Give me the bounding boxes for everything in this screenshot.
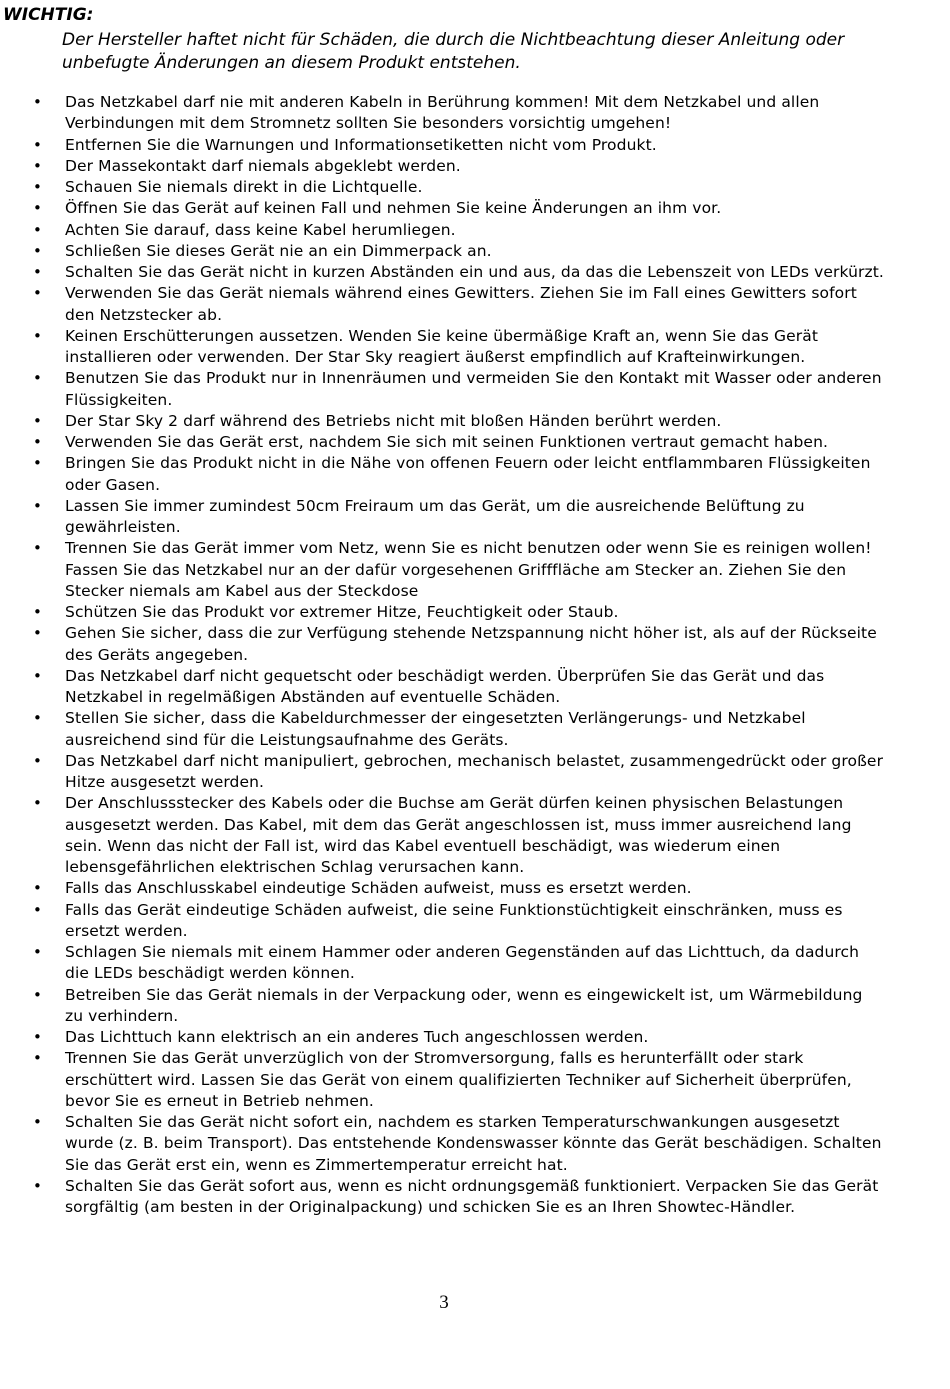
bullet-icon: • — [33, 624, 42, 643]
list-item — [0, 708, 885, 751]
bullet-icon: • — [33, 1113, 42, 1131]
list-item-text: Das Netzkabel darf nicht gequetscht oder beschädigt werden. Überprüfen Sie das Gerät und das Netzkabel in regelmäßigen Abständen auf eventuelle Schäden. — [65, 666, 825, 706]
bullet-icon: • — [33, 433, 42, 451]
bullet-icon: • — [33, 985, 42, 1004]
bullet-icon: • — [33, 943, 42, 961]
list-item-text: Schauen Sie niemals direkt in die Lichtquelle. — [65, 178, 423, 196]
bullet-icon: • — [33, 900, 42, 919]
list-item — [0, 220, 885, 241]
bullet-icon: • — [33, 369, 42, 388]
list-item — [0, 283, 885, 326]
list-item — [0, 623, 885, 666]
list-item — [0, 326, 885, 369]
bullet-icon: • — [33, 539, 42, 558]
bullet-icon: • — [33, 178, 42, 196]
bullet-icon: • — [33, 879, 42, 898]
list-item — [0, 942, 885, 985]
list-item — [0, 262, 885, 283]
list-item — [0, 177, 885, 198]
bullet-icon: • — [33, 93, 42, 111]
list-item-text: Stellen Sie sicher, dass die Kabeldurchmesser der eingesetzten Verlängerungs- und Netzkabel ausreichend sind für die Leistungsaufnahme des Geräts. — [65, 709, 806, 749]
bullet-icon: • — [33, 1176, 42, 1195]
bullet-icon: • — [33, 241, 42, 260]
bullet-icon: • — [33, 220, 42, 239]
list-item-text: Benutzen Sie das Produkt nur in Innenräumen und vermeiden Sie den Kontakt mit Wasser oder anderen Flüssigkeiten. — [65, 369, 882, 409]
list-item-text: Der Anschlussstecker des Kabels oder die Buchse am Gerät dürfen keinen physischen Belastungen ausgesetzt werden. Das Kabel, mit dem das Gerät angeschlossen ist, muss immer ausreichend lang sein. Wenn das nicht der Fall ist, wird das Kabel eventuell beschädigt, was wiederum einen lebensgefährlichen elektrischen Schlag verursachen kann. — [65, 794, 852, 876]
list-item-text: Schützen Sie das Produkt vor extremer Hitze, Feuchtigkeit oder Staub. — [65, 603, 619, 621]
safety-instructions-list — [0, 92, 950, 1218]
list-item — [0, 411, 885, 432]
bullet-icon: • — [33, 199, 42, 218]
bullet-icon: • — [33, 751, 42, 770]
bullet-icon: • — [33, 156, 42, 175]
list-item — [0, 602, 885, 623]
liability-notice: Der Hersteller haftet nicht für Schäden, die durch die Nichtbeachtung dieser Anleitung oder unbefugte Änderungen an diesem Produkt entstehen. — [62, 30, 845, 73]
list-item-text: Achten Sie darauf, dass keine Kabel herumliegen. — [65, 220, 456, 239]
bullet-icon: • — [33, 263, 42, 281]
list-item — [0, 1027, 885, 1048]
list-item-text: Betreiben Sie das Gerät niemals in der Verpackung oder, wenn es eingewickelt ist, um Wärmebildung zu verhindern. — [65, 985, 863, 1025]
bullet-icon: • — [33, 135, 42, 154]
bullet-icon: • — [33, 666, 42, 685]
list-item — [0, 985, 885, 1028]
bullet-icon: • — [33, 1049, 42, 1068]
list-item — [0, 751, 885, 794]
list-item — [0, 1176, 885, 1219]
list-item-text: Das Netzkabel darf nie mit anderen Kabeln in Berührung kommen! Mit dem Netzkabel und allen Verbindungen mit dem Stromnetz sollten Sie besonders vorsichtig umgehen! — [65, 93, 820, 133]
bullet-icon: • — [33, 326, 42, 345]
bullet-icon: • — [33, 603, 42, 621]
list-item — [0, 1112, 885, 1176]
list-item-text: Trennen Sie das Gerät unverzüglich von der Stromversorgung, falls es herunterfällt oder stark erschüttert wird. Lassen Sie das Gerät von einem qualifizierten Techniker auf Sicherheit überprüfen, bevor Sie es erneut in Betrieb nehmen. — [65, 1049, 852, 1110]
list-item — [0, 453, 885, 496]
list-item — [0, 432, 885, 453]
list-item-text: Verwenden Sie das Gerät erst, nachdem Sie sich mit seinen Funktionen vertraut gemacht haben. — [65, 433, 829, 451]
list-item-text: Schalten Sie das Gerät nicht in kurzen Abständen ein und aus, da das die Lebenszeit von LEDs verkürzt. — [65, 263, 884, 281]
list-item-text: Der Massekontakt darf niemals abgeklebt werden. — [65, 156, 461, 175]
bullet-icon: • — [33, 794, 42, 813]
bullet-icon: • — [33, 411, 42, 430]
list-item-text: Trennen Sie das Gerät immer vom Netz, wenn Sie es nicht benutzen oder wenn Sie es reinigen wollen! Fassen Sie das Netzkabel nur an der dafür vorgesehenen Grifffläche am Stecker an. Ziehen Sie den Stecker niemals am Kabel aus der Steckdose — [65, 539, 872, 600]
bullet-icon: • — [33, 284, 42, 303]
list-item-text: Gehen Sie sicher, dass die zur Verfügung stehende Netzspannung nicht höher ist, als auf der Rückseite des Geräts angegeben. — [65, 624, 877, 664]
bullet-icon: • — [33, 1028, 42, 1046]
bullet-icon: • — [33, 454, 42, 473]
list-item-text: Schließen Sie dieses Gerät nie an ein Dimmerpack an. — [65, 241, 492, 260]
list-item-text: Das Netzkabel darf nicht manipuliert, gebrochen, mechanisch belastet, zusammengedrückt oder großer Hitze ausgesetzt werden. — [65, 751, 884, 791]
list-item-text: Öffnen Sie das Gerät auf keinen Fall und nehmen Sie keine Änderungen an ihm vor. — [65, 199, 722, 218]
warning-heading: WICHTIG: — [3, 5, 94, 25]
list-item — [0, 666, 885, 709]
list-item-text: Lassen Sie immer zumindest 50cm Freiraum um das Gerät, um die ausreichende Belüftung zu gewährleisten. — [65, 496, 805, 536]
list-item — [0, 198, 885, 219]
list-item — [0, 156, 885, 177]
list-item-text: Das Lichttuch kann elektrisch an ein anderes Tuch angeschlossen werden. — [65, 1028, 649, 1046]
list-item-text: Verwenden Sie das Gerät niemals während eines Gewitters. Ziehen Sie im Fall eines Gewitters sofort den Netzstecker ab. — [65, 284, 857, 324]
list-item-text: Schalten Sie das Gerät nicht sofort ein, nachdem es starken Temperaturschwankungen ausgesetzt wurde (z. B. beim Transport). Das entstehende Kondenswasser könnte das Gerät beschädigen. Schalten Sie das Gerät erst ein, wenn es Zimmertemperatur erreicht hat. — [65, 1113, 882, 1174]
list-item-text: Bringen Sie das Produkt nicht in die Nähe von offenen Feuern oder leicht entflammbaren Flüssigkeiten oder Gasen. — [65, 454, 871, 494]
list-item — [0, 241, 885, 262]
bullet-icon: • — [33, 496, 42, 515]
list-item-text: Schlagen Sie niemals mit einem Hammer oder anderen Gegenständen auf das Lichttuch, da dadurch die LEDs beschädigt werden können. — [65, 943, 860, 983]
list-item-text: Entfernen Sie die Warnungen und Informationsetiketten nicht vom Produkt. — [65, 135, 657, 154]
list-item — [0, 92, 885, 135]
list-item — [0, 878, 885, 899]
list-item — [0, 793, 885, 878]
list-item — [0, 135, 885, 156]
bullet-icon: • — [33, 709, 42, 728]
list-item — [0, 538, 885, 602]
list-item-text: Der Star Sky 2 darf während des Betriebs nicht mit bloßen Händen berührt werden. — [65, 411, 722, 430]
list-item — [0, 900, 885, 943]
list-item-text: Falls das Gerät eindeutige Schäden aufweist, die seine Funktionstüchtigkeit einschränken, muss es ersetzt werden. — [65, 900, 843, 940]
list-item — [0, 496, 885, 539]
list-item-text: Schalten Sie das Gerät sofort aus, wenn es nicht ordnungsgemäß funktioniert. Verpacken Sie das Gerät sorgfältig (am besten in der Originalpackung) und schicken Sie es an Ihren Showtec-Händler. — [65, 1176, 879, 1216]
list-item-text: Falls das Anschlusskabel eindeutige Schäden aufweist, muss es ersetzt werden. — [65, 879, 692, 898]
page-number: 3 — [439, 1292, 449, 1313]
list-item — [0, 368, 885, 411]
list-item-text: Keinen Erschütterungen aussetzen. Wenden Sie keine übermäßige Kraft an, wenn Sie das Gerät installieren oder verwenden. Der Star Sky reagiert äußerst empfindlich auf Krafteinwirkungen. — [65, 326, 818, 366]
list-item — [0, 1048, 885, 1112]
